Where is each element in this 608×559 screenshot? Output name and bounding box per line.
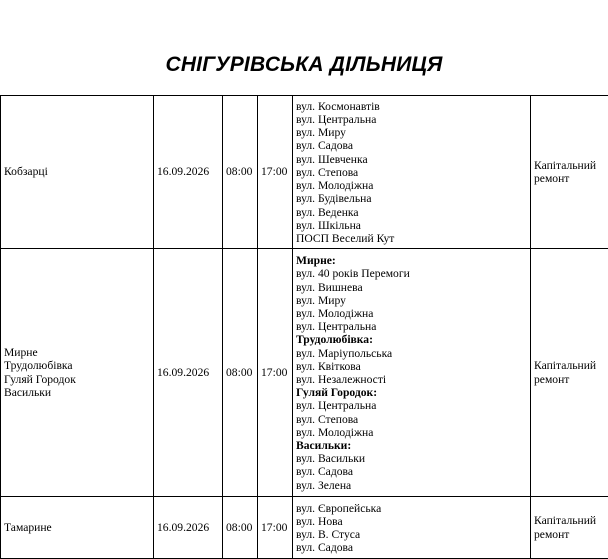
- outage-date: 16.09.2026: [157, 521, 209, 534]
- street-item: вул. Квіткова: [296, 360, 530, 373]
- settlement-name: Кобзарці: [4, 165, 153, 178]
- start-time: 08:00: [226, 165, 252, 178]
- time-to-cell: [258, 497, 293, 559]
- street-item: вул. Садова: [296, 465, 530, 478]
- streets-cell: [293, 249, 531, 497]
- time-from-cell: [223, 96, 258, 249]
- end-time: 17:00: [261, 165, 287, 178]
- street-item: вул. Нова: [296, 515, 530, 528]
- street-item: вул. Космонавтів: [296, 100, 530, 113]
- street-item: вул. Вишнева: [296, 281, 530, 294]
- outage-date: 16.09.2026: [157, 366, 209, 379]
- street-item: вул. Миру: [296, 294, 530, 307]
- street-item: вул. Степова: [296, 166, 530, 179]
- street-item: вул. Молодіжна: [296, 307, 530, 320]
- street-item: вул. Молодіжна: [296, 426, 530, 439]
- time-from-cell: [223, 497, 258, 559]
- street-item: вул. Центральна: [296, 113, 530, 126]
- settlement-name: Васильки: [4, 386, 153, 399]
- work-type: Капітальний ремонт: [534, 514, 608, 540]
- time-to-cell: [258, 96, 293, 249]
- work-type-cell: [531, 497, 608, 559]
- street-item: вул. Маріупольська: [296, 347, 530, 360]
- settlement-cell: [1, 249, 154, 497]
- street-item: вул. Незалежності: [296, 373, 530, 386]
- street-item: вул. Шкільна: [296, 219, 530, 232]
- street-item: ПОСП Веселий Кут: [296, 232, 530, 245]
- settlement-group-heading: Мирне:: [296, 254, 530, 267]
- street-item: вул. Європейська: [296, 502, 530, 515]
- date-cell: [154, 249, 223, 497]
- settlement-name: Тамарине: [4, 521, 153, 534]
- settlement-group-heading: Гуляй Городок:: [296, 386, 530, 399]
- work-type-cell: [531, 249, 608, 497]
- outage-table-body: [1, 96, 608, 559]
- work-type: Капітальний ремонт: [534, 159, 608, 185]
- end-time: 17:00: [261, 366, 287, 379]
- outage-schedule-table: [0, 95, 608, 559]
- time-to-cell: [258, 249, 293, 497]
- work-type: Капітальний ремонт: [534, 359, 608, 385]
- street-item: вул. Садова: [296, 541, 530, 554]
- time-from-cell: [223, 249, 258, 497]
- street-item: вул. Веденка: [296, 206, 530, 219]
- table-row: [1, 249, 608, 497]
- date-cell: [154, 497, 223, 559]
- settlement-cell: [1, 96, 154, 249]
- end-time: 17:00: [261, 521, 287, 534]
- street-item: вул. 40 років Перемоги: [296, 267, 530, 280]
- street-item: вул. Зелена: [296, 479, 530, 492]
- street-item: вул. Садова: [296, 139, 530, 152]
- settlement-group-heading: Трудолюбівка:: [296, 333, 530, 346]
- street-item: вул. Степова: [296, 413, 530, 426]
- street-item: вул. Центральна: [296, 320, 530, 333]
- street-item: вул. Миру: [296, 126, 530, 139]
- settlement-name: Трудолюбівка: [4, 359, 153, 372]
- street-item: вул. В. Стуса: [296, 528, 530, 541]
- table-row: [1, 497, 608, 559]
- street-item: вул. Будівельна: [296, 192, 530, 205]
- table-row: [1, 96, 608, 249]
- page-title: СНІГУРІВСЬКА ДІЛЬНИЦЯ: [0, 50, 608, 80]
- outage-date: 16.09.2026: [157, 165, 209, 178]
- date-cell: [154, 96, 223, 249]
- street-item: вул. Васильки: [296, 452, 530, 465]
- street-item: вул. Шевченка: [296, 153, 530, 166]
- streets-cell: [293, 497, 531, 559]
- settlement-group-heading: Васильки:: [296, 439, 530, 452]
- start-time: 08:00: [226, 366, 252, 379]
- settlement-name: Мирне: [4, 346, 153, 359]
- start-time: 08:00: [226, 521, 252, 534]
- street-item: вул. Молодіжна: [296, 179, 530, 192]
- settlement-name: Гуляй Городок: [4, 373, 153, 386]
- street-item: вул. Центральна: [296, 399, 530, 412]
- settlement-cell: [1, 497, 154, 559]
- streets-cell: [293, 96, 531, 249]
- work-type-cell: [531, 96, 608, 249]
